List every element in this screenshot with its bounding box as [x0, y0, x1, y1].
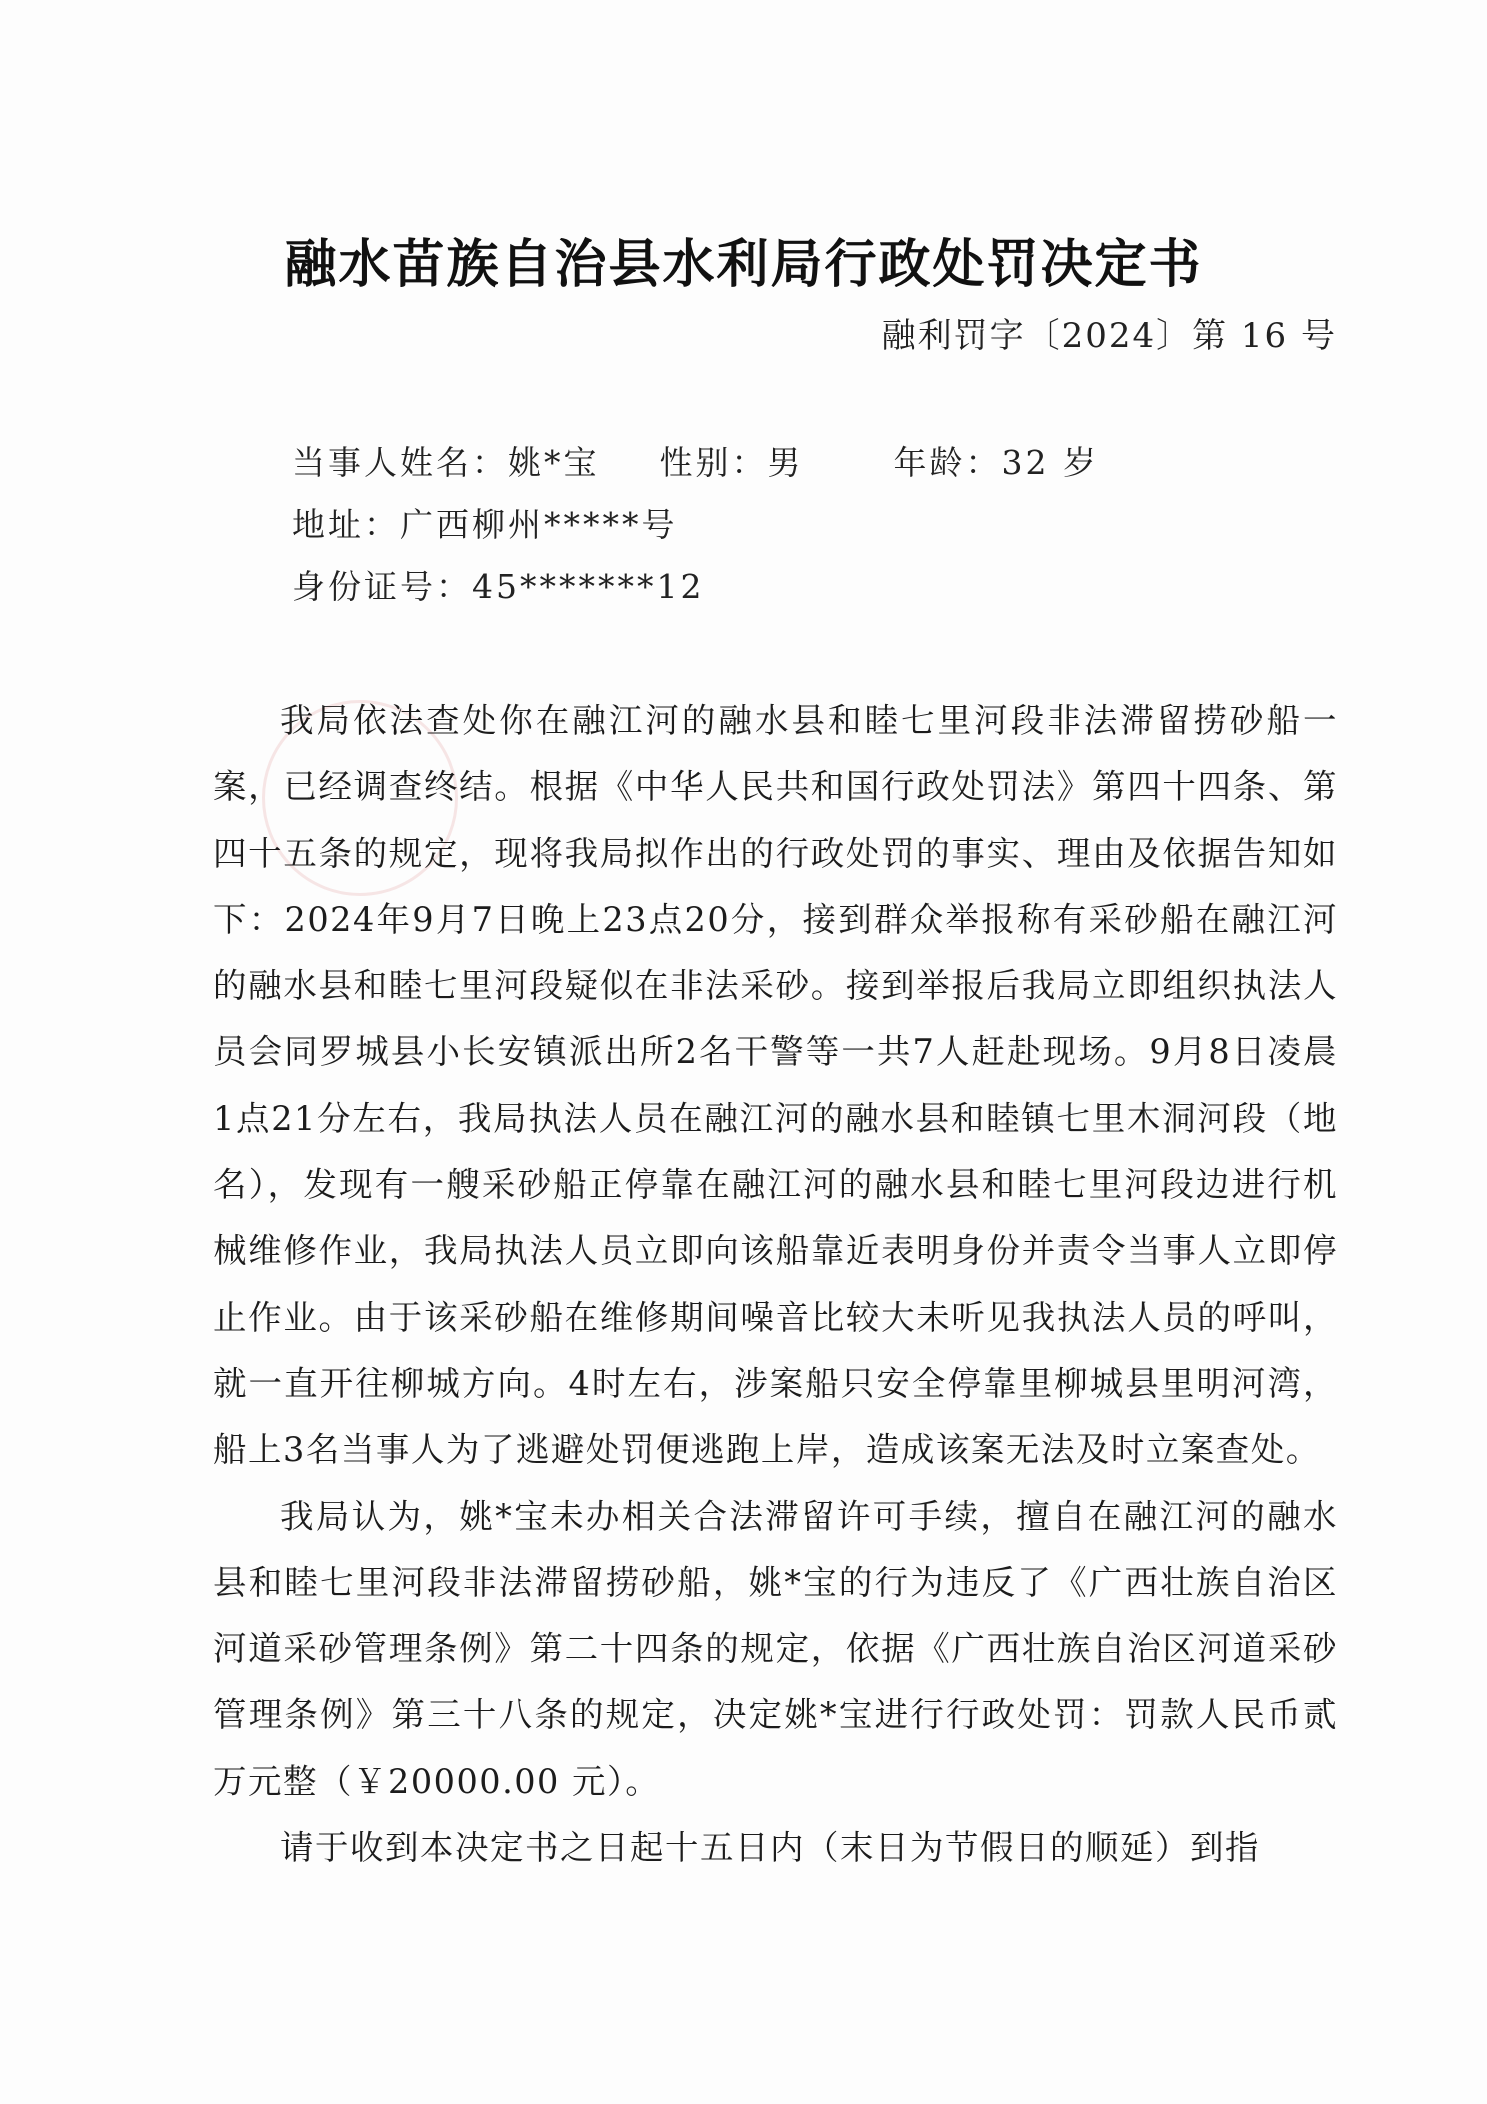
document-title: 融水苗族自治县水利局行政处罚决定书: [284, 235, 1203, 295]
address-label: 地址：: [292, 505, 400, 544]
address-value: 广西柳州*****号: [400, 505, 678, 544]
age-value: 32 岁: [1001, 443, 1099, 482]
id-value: 45*******12: [472, 567, 705, 606]
name-value: 姚*宝: [508, 443, 600, 482]
id-label: 身份证号：: [292, 567, 472, 606]
body-paragraph-instruction: 请于收到本决定书之日起十五日内（末日为节假日的顺延）到指: [280, 1828, 1260, 1868]
party-info-line: [292, 437, 1099, 484]
address-line: [292, 499, 678, 546]
body-paragraph-facts: 我局依法查处你在融江河的融水县和睦七里河段非法滞留捞砂船一案，已经调查终结。根据《中华人民共和国行政处罚法》第四十四条、第四十五条的规定，现将我局拟作出的行政处罚的事实、理由及依据告知如下：2024年9月7日晚上23点20分，接到群众举报称有采砂船在融江河的融水县和睦七里河段疑似在非法采砂。接到举报后我局立即组织执法人员会同罗城县小长安镇派出所2名干警等一共7人赶赴现场。9月8日凌晨1点21分左右，我局执法人员在融江河的融水县和睦镇七里木洞河段（地名），发现有一艘采砂船正停靠在融江河的融水县和睦七里河段边进行机械维修作业，我局执法人员立即向该船靠近表明身份并责令当事人立即停止作业。由于该采砂船在维修期间噪音比较大未听见我执法人员的呼叫，就一直开往柳城方向。4时左右，涉案船只安全停靠里柳城县里明河湾，船上3名当事人为了逃避处罚便逃跑上岸，造成该案无法及时立案查处。: [213, 701, 1338, 1470]
id-number-line: [292, 561, 704, 608]
body-paragraph-decision: 我局认为，姚*宝未办相关合法滞留许可手续，擅自在融江河的融水县和睦七里河段非法滞留捞砂船，姚*宝的行为违反了《广西壮族自治区河道采砂管理条例》第二十四条的规定，依据《广西壮族自治区河道采砂管理条例》第三十八条的规定，决定姚*宝进行行政处罚：罚款人民币贰万元整（￥20000.00 元）。: [213, 1496, 1338, 1801]
name-label: 当事人姓名：: [292, 443, 508, 482]
document-body: [213, 688, 1338, 1881]
gender-value: 男: [767, 443, 804, 482]
gender-label: 性别：: [659, 443, 768, 482]
document-number: 融利罚字〔2024〕第 16 号: [881, 316, 1337, 356]
age-label: 年龄：: [893, 443, 1002, 482]
